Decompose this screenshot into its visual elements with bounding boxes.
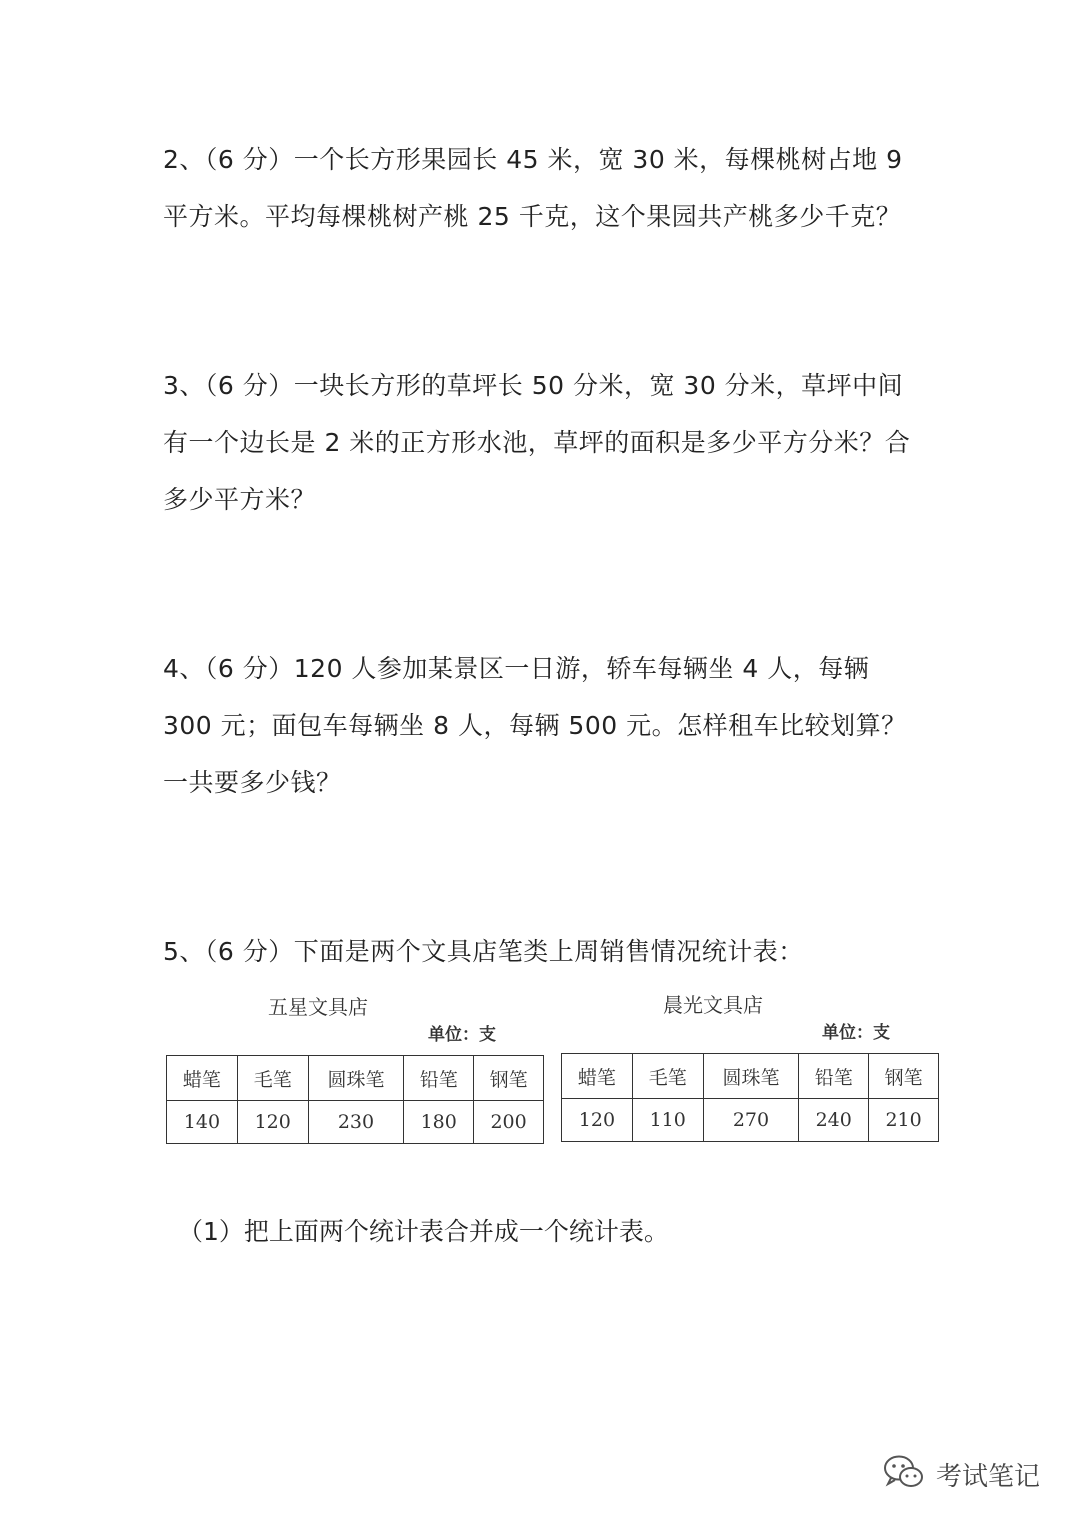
- header-cell: 铅笔: [799, 1054, 869, 1099]
- wechat-icon: [882, 1452, 926, 1496]
- header-cell: 钢笔: [474, 1056, 544, 1101]
- header-cell: 蜡笔: [167, 1056, 238, 1101]
- value-cell: 120: [237, 1101, 308, 1144]
- value-cell: 270: [703, 1099, 799, 1142]
- question-2: 2、（6 分）一个长方形果园长 45 米，宽 30 米，每棵桃树占地 9 平方米。平均每棵桃树产桃 25 千克，这个果园共产桃多少千克？: [163, 145, 903, 231]
- store-a-unit: 单位：支: [428, 1025, 496, 1045]
- value-cell: 180: [404, 1101, 474, 1144]
- store-a-table: [166, 1055, 544, 1144]
- question-3: 3、（6 分）一块长方形的草坪长 50 分米，宽 30 分米，草坪中间有一个边长是 2 米的正方形水池，草坪的面积是多少平方分米？合多少平方米？: [163, 371, 911, 514]
- header-cell: 蜡笔: [562, 1054, 633, 1099]
- value-cell: 240: [799, 1099, 869, 1142]
- header-cell: 圆珠笔: [308, 1056, 404, 1101]
- value-cell: 200: [474, 1101, 544, 1144]
- value-cell: 230: [308, 1101, 404, 1144]
- value-cell: 110: [632, 1099, 703, 1142]
- store-a-title: 五星文具店: [268, 995, 368, 1019]
- store-b-unit: 单位：支: [822, 1023, 890, 1043]
- question-5: 5、（6 分）下面是两个文具店笔类上周销售情况统计表：: [163, 937, 804, 966]
- header-cell: 毛笔: [237, 1056, 308, 1101]
- watermark: [882, 1452, 1040, 1496]
- question-4: 4、（6 分）120 人参加某景区一日游，轿车每辆坐 4 人，每辆 300 元；面包车每辆坐 8 人，每辆 500 元。怎样租车比较划算？一共要多少钱？: [163, 654, 907, 797]
- value-cell: 210: [869, 1099, 939, 1142]
- header-cell: 铅笔: [404, 1056, 474, 1101]
- header-cell: 圆珠笔: [703, 1054, 799, 1099]
- watermark-text: 考试笔记: [936, 1461, 1041, 1492]
- subquestion-1: （1）把上面两个统计表合并成一个统计表。: [178, 1217, 669, 1246]
- value-cell: 140: [167, 1101, 238, 1144]
- header-cell: 钢笔: [869, 1054, 939, 1099]
- value-cell: 120: [562, 1099, 633, 1142]
- store-b-title: 晨光文具店: [663, 993, 763, 1017]
- header-cell: 毛笔: [632, 1054, 703, 1099]
- store-b-table: [561, 1053, 939, 1142]
